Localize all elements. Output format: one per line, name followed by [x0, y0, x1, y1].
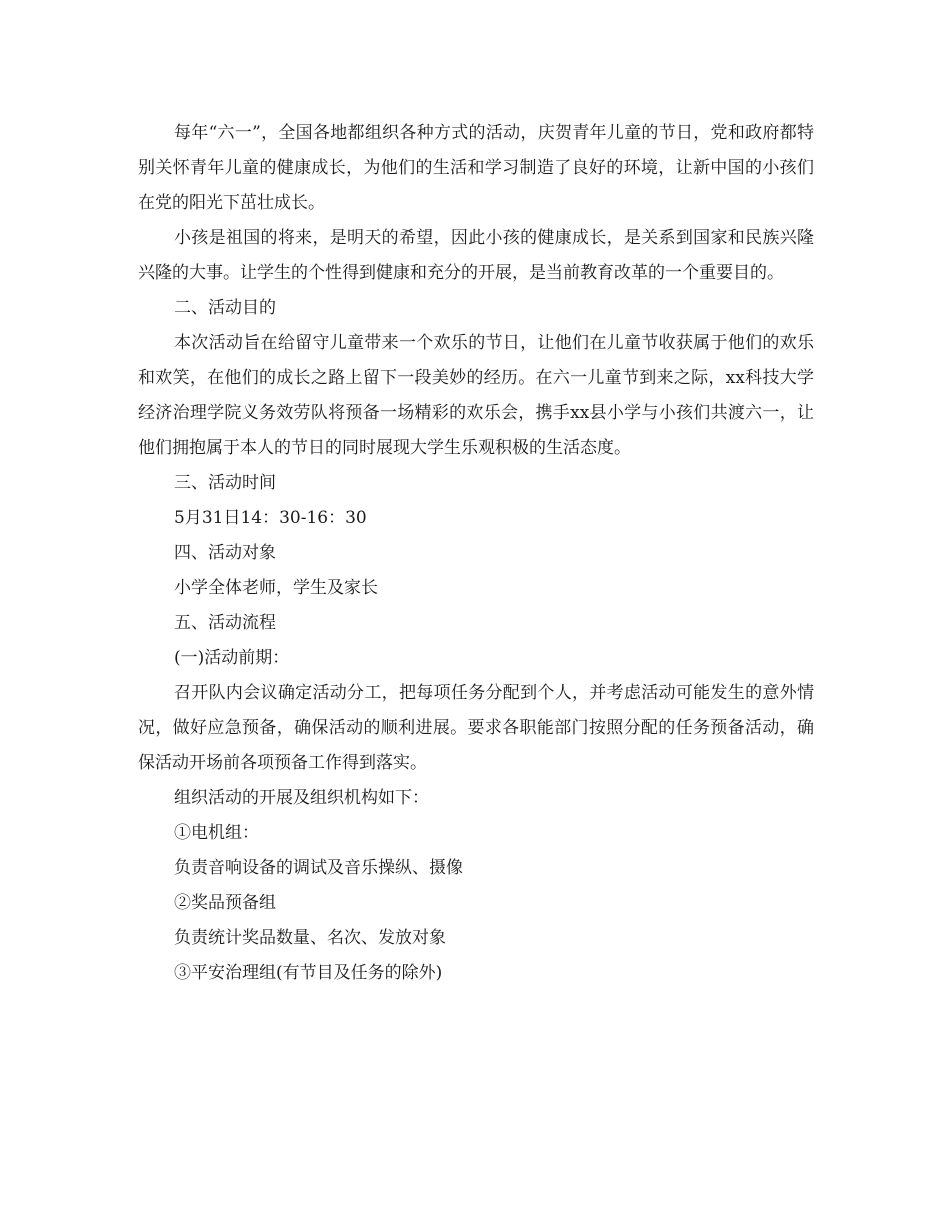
- section-heading-process: 五、活动流程: [174, 613, 276, 633]
- section-heading-audience: 四、活动对象: [174, 543, 276, 563]
- section-heading-time: 三、活动时间: [174, 473, 276, 493]
- paragraph-purpose: 本次活动旨在给留守儿童带来一个欢乐的节日，让他们在儿童节收获属于他们的欢乐和欢笑，在他们的成长之路上留下一段美妙的经历。在六一儿童节到来之际，xx科技大学经济治理学院义务效劳队将预备一场精彩的欢乐会，携手xx县小学与小孩们共渡六一，让他们拥抱属于本人的节日的同时展现大学生乐观积极的生活态度。: [138, 333, 814, 458]
- paragraph-intro-2: 小孩是祖国的将来，是明天的希望，因此小孩的健康成长，是关系到国家和民族兴隆兴隆的大事。让学生的个性得到健康和充分的开展，是当前教育改革的一个重要目的。: [138, 228, 814, 283]
- document-page: [138, 116, 814, 991]
- list-item-electrical-desc: 负责音响设备的调试及音乐操纵、摄像: [174, 858, 463, 878]
- section-heading-purpose: 二、活动目的: [174, 298, 276, 318]
- list-item-safety-group: ③平安治理组(有节目及任务的除外): [174, 963, 443, 983]
- paragraph-audience: 小学全体老师，学生及家长: [174, 578, 378, 598]
- list-item-prize-desc: 负责统计奖品数量、名次、发放对象: [174, 928, 446, 948]
- paragraph-pre-activity: 召开队内会议确定活动分工，把每项任务分配到个人，并考虑活动可能发生的意外情况，做好应急预备，确保活动的顺利进展。要求各职能部门按照分配的任务预备活动，确保活动开场前各项预备工作得到落实。: [138, 683, 814, 773]
- paragraph-time: 5月31日14：30-16：30: [174, 508, 367, 528]
- list-item-prize-group: ②奖品预备组: [174, 893, 276, 913]
- list-item-electrical-group: ①电机组：: [174, 823, 259, 843]
- paragraph-intro-1: 每年“六一”，全国各地都组织各种方式的活动，庆贺青年儿童的节日，党和政府都特别关怀青年儿童的健康成长，为他们的生活和学习制造了良好的环境，让新中国的小孩们在党的阳光下茁壮成长。: [138, 123, 814, 213]
- subheading-pre-activity: (一)活动前期：: [174, 648, 290, 668]
- paragraph-organization: 组织活动的开展及组织机构如下：: [174, 788, 429, 808]
